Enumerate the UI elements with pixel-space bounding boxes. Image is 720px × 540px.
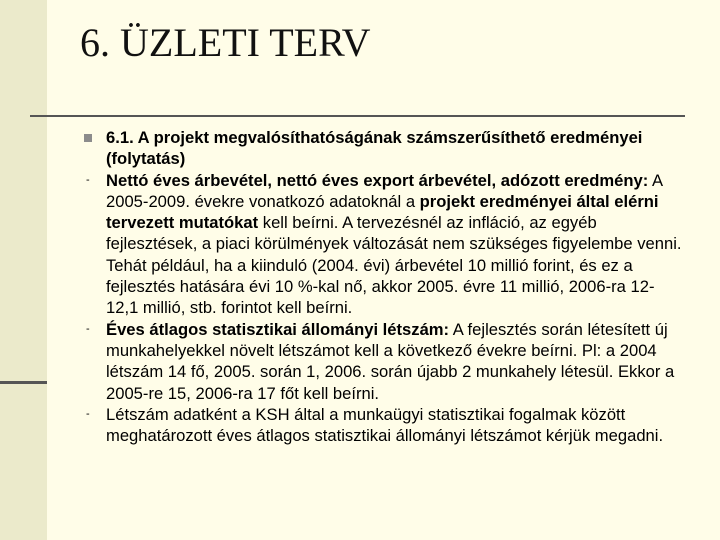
dash-marker: - (86, 407, 90, 420)
item-term: Éves átlagos statisztikai állományi létszám: (106, 319, 450, 339)
title-divider (30, 115, 685, 117)
list-item-revenue (84, 170, 684, 319)
item-text: A 2005-2009. évekre vonatkozó adatoknál a (106, 170, 663, 211)
slide-title: 6. ÜZLETI TERV (80, 20, 371, 65)
item-text: kell beírni. A tervezésnél az infláció, az egyéb fejlesztések, a piaci körülmények változását nem szükséges figyelembe venni. Tehát például, ha a kiinduló (2004. évi) árbevétel 10 millió forint, és ez a fejlesztés hatására évi 10 %-kal nő, akkor 2005. évre 11 millió, 2006-ra 12-12,1 millió, stb. forintot kell beírni. (106, 213, 682, 318)
item-emphasis: projekt eredményei által elérni tervezett mutatókat (106, 191, 659, 233)
list-item-ksh (84, 404, 684, 447)
item-term: Nettó éves árbevétel, nettó éves export árbevétel, adózott eredmény: (106, 170, 649, 190)
bullet-item-heading (84, 127, 684, 170)
square-bullet-icon (84, 134, 92, 142)
slide-body (84, 127, 684, 446)
left-decorative-band (0, 0, 47, 540)
left-band-divider (0, 381, 47, 384)
list-item-headcount (84, 319, 684, 404)
dash-marker: - (86, 322, 90, 335)
section-heading: 6.1. A projekt megvalósíthatóságának számszerűsíthető eredményei (folytatás) (106, 128, 643, 169)
dash-marker: - (86, 173, 90, 186)
item-text: A fejlesztés során létesített új munkahelyekkel növelt létszámot kell a következő évekre beírni. Pl: a 2004 létszám 14 fő, 2005. során 1, 2006. során újabb 2 munkahely létesül. Ekkor a 2005-re 15, 2006-ra 17 főt kell beírni. (106, 319, 675, 403)
item-text: Létszám adatként a KSH által a munkaügyi statisztikai fogalmak között meghatározott éves átlagos statisztikai állományi létszámot kérjük megadni. (106, 404, 664, 446)
